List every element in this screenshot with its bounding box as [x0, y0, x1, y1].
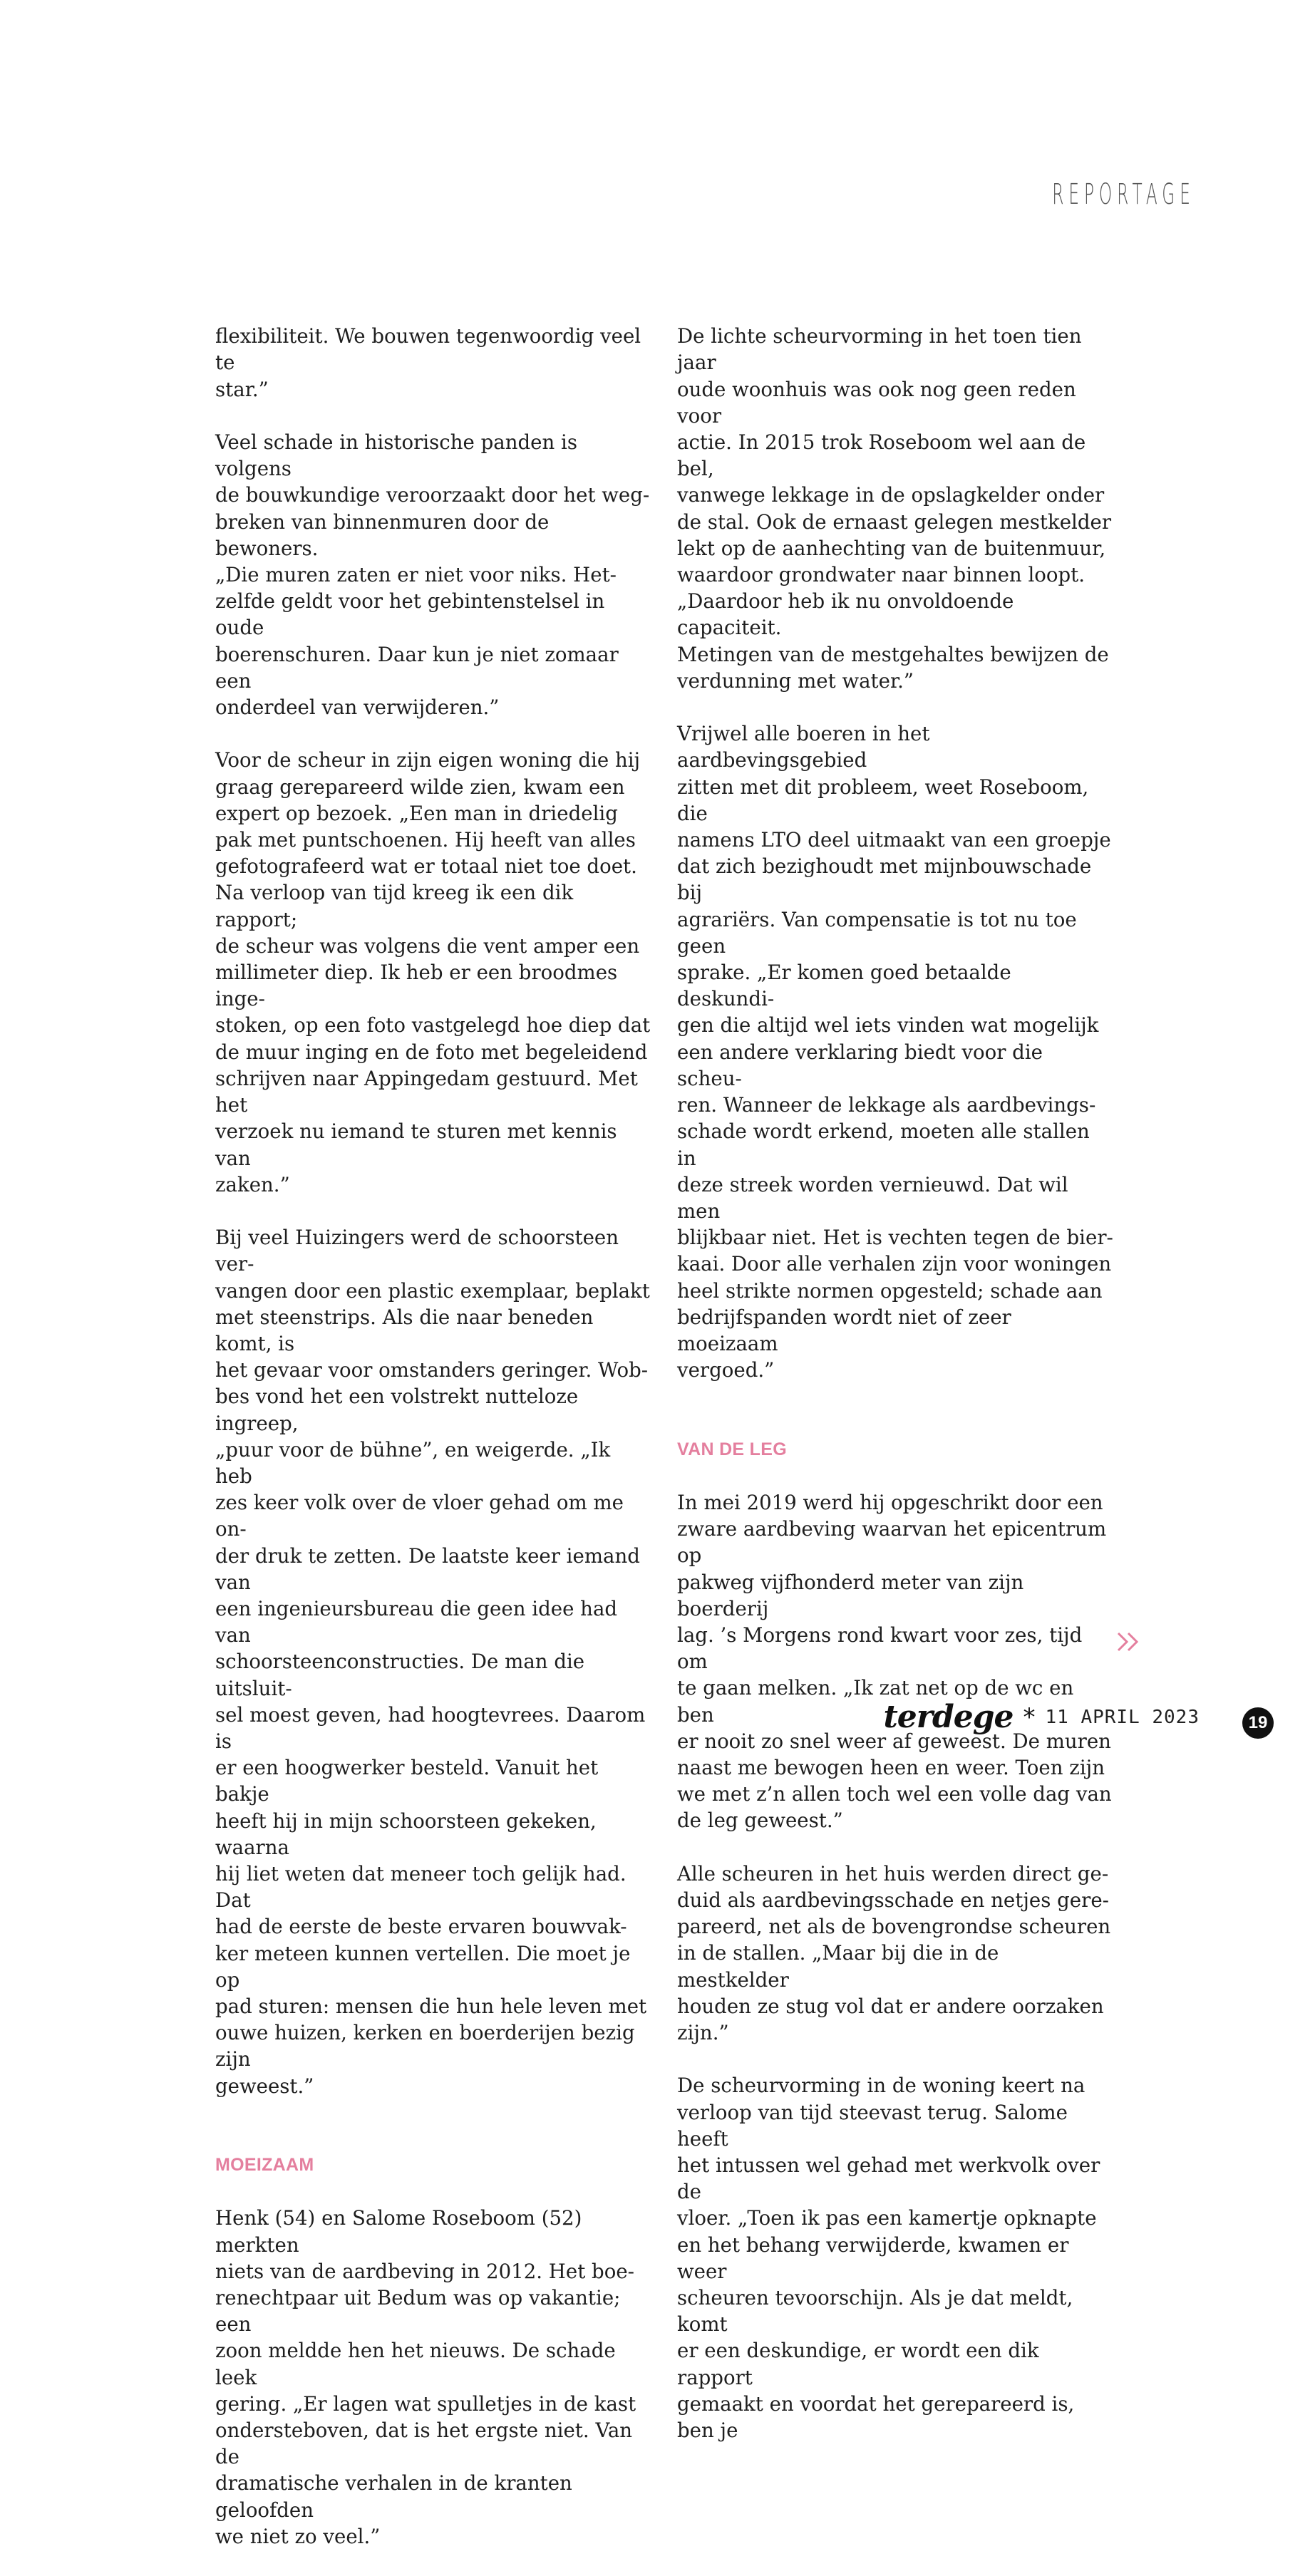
subheading-van-de-leg: VAN DE LEG	[677, 1439, 787, 1459]
paragraph: Bij veel Huizingers werd de schoorsteen ver- vangen door een plastic exemplaar, beplakt met steenstrips. Als die naar beneden komt, is het gevaar voor omstanders geringer. Wob- bes vond het een volstrekt nutteloze ingreep, „puur voor de bühne”, en weigerde. „Ik heb zes keer volk over de vloer gehad om me on- der druk te zetten. De laatste keer iemand van een ingenieursbureau die geen idee had van schoorsteenconstructies. De man die uitsluit- sel moest geven, had hoogtevrees. Daarom is er een hoogwerker besteld. Vanuit het bakje heeft hij in mijn schoorsteen gekeken, waarna hij liet weten dat meneer toch gelijk had. Dat had de eerste de beste ervaren bouwvak- ker meteen kunnen vertellen. Die moet je op pad sturen: mensen die hun hele leven met ouwe huizen, kerken en boerderijen bezig zijn geweest.”	[215, 1226, 650, 2098]
paragraph: De lichte scheurvorming in het toen tien jaar oude woonhuis was ook nog geen reden voor actie. In 2015 trok Roseboom wel aan de bel, vanwege lekkage in de opslagkelder onder de stal. Ook de ernaast gelegen mestkelder lekt op de aanhechting van de buitenmuur, waardoor grondwater naar binnen loopt. „Daardoor heb ik nu onvoldoende capaciteit. Metingen van de mestgehaltes bewijzen de verdunning met water.”	[677, 324, 1112, 693]
paragraph: Henk (54) en Salome Roseboom (52) merkten niets van de aardbeving in 2012. Het boe- renechtpaar uit Bedum was op vakantie; een zoon meldde hen het nieuws. De schade leek gering. „Er lagen wat spulletjes in de kast ondersteboven, dat is het ergste niet. Van de dramatische verhalen in de kranten geloofden we niet zo veel.”	[215, 2206, 636, 2548]
article-column-left	[215, 296, 651, 2576]
paragraph: Alle scheuren in het huis werden direct ge- duid als aardbevingsschade en netjes gere- pareerd, net als de bovengrondse scheuren in de stallen. „Maar bij die in de mestkelder houden ze stug vol dat er andere oorzaken zijn.”	[677, 1861, 1111, 2044]
page-number: 19	[1242, 1707, 1274, 1739]
double-chevron-right-icon	[1115, 1629, 1144, 1655]
paragraph: Voor de scheur in zijn eigen woning die hij graag gerepareerd wilde zien, kwam een expert op bezoek. „Een man in driedelig pak met puntschoenen. Hij heeft van alles gefotografeerd wat er totaal niet toe doet. Na verloop van tijd kreeg ik een dik rapport; de scheur was volgens die vent amper een millimeter diep. Ik heb er een broodmes inge- stoken, op een foto vastgelegd hoe diep dat de muur inging en de foto met begeleidend schrijven naar Appingedam gestuurd. Met het verzoek nu iemand te sturen met kennis van zaken.”	[215, 748, 651, 1196]
magazine-logo: terdege	[883, 1699, 1014, 1735]
paragraph: flexibiliteit. We bouwen tegenwoordig veel te star.”	[215, 324, 641, 401]
paragraph: Veel schade in historische panden is volgens de bouwkundige veroorzaakt door het weg- breken van binnenmuren door de bewoners. „Die muren zaten er niet voor niks. Het- zelfde geldt voor het gebintenstelsel in oude boerenschuren. Daar kun je niet zomaar een onderdeel van verwijderen.”	[215, 430, 650, 720]
subheading-moeizaam: MOEIZAAM	[215, 2155, 314, 2176]
paragraph: Vrijwel alle boeren in het aardbevingsgebied zitten met dit probleem, weet Roseboom, die namens LTO deel uitmaakt van een groepje dat zich bezighoudt met mijnbouwschade bij agrariërs. Van compensatie is tot nu toe geen sprake. „Er komen goed betaalde deskundi- gen die altijd wel iets vinden wat mogelijk een andere verklaring biedt voor die scheu- ren. Wanneer de lekkage als aardbevings- schade wordt erkend, moeten alle stallen in deze streek worden vernieuwd. Dat wil men blijkbaar niet. Het is vechten tegen de bier- kaai. Door alle verhalen zijn voor woningen heel strikte normen opgesteld; schade aan bedrijfspanden wordt niet of zeer moeizaam vergoed.”	[677, 722, 1113, 1382]
issue-date: 11 APRIL 2023	[1045, 1706, 1200, 1728]
article-column-right	[677, 296, 1113, 2470]
footer-separator: *	[1023, 1702, 1036, 1732]
section-label: REPORTAGE	[1052, 178, 1195, 211]
paragraph: In mei 2019 werd hij opgeschrikt door een zware aardbeving waarvan het epicentrum op pakweg vijfhonderd meter van zijn boerderij lag. ’s Morgens rond kwart voor zes, tijd om te gaan melken. „Ik zat net op de wc en ben er nooit zo snel weer af geweest. De muren naast me bewogen heen en weer. Toen zijn we met z’n allen toch wel een volle dag van de leg geweest.”	[677, 1490, 1112, 1833]
paragraph: De scheurvorming in de woning keert na verloop van tijd steevast terug. Salome heeft het intussen wel gehad met werkvolk over de vloer. „Toen ik pas een kamertje opknapte en het behang verwijderde, kwamen er weer scheuren tevoorschijn. Als je dat meldt, komt er een deskundige, er wordt een dik rapport gemaakt en voordat het gerepareerd is, ben je	[677, 2074, 1100, 2443]
page-footer	[883, 1699, 1200, 1735]
